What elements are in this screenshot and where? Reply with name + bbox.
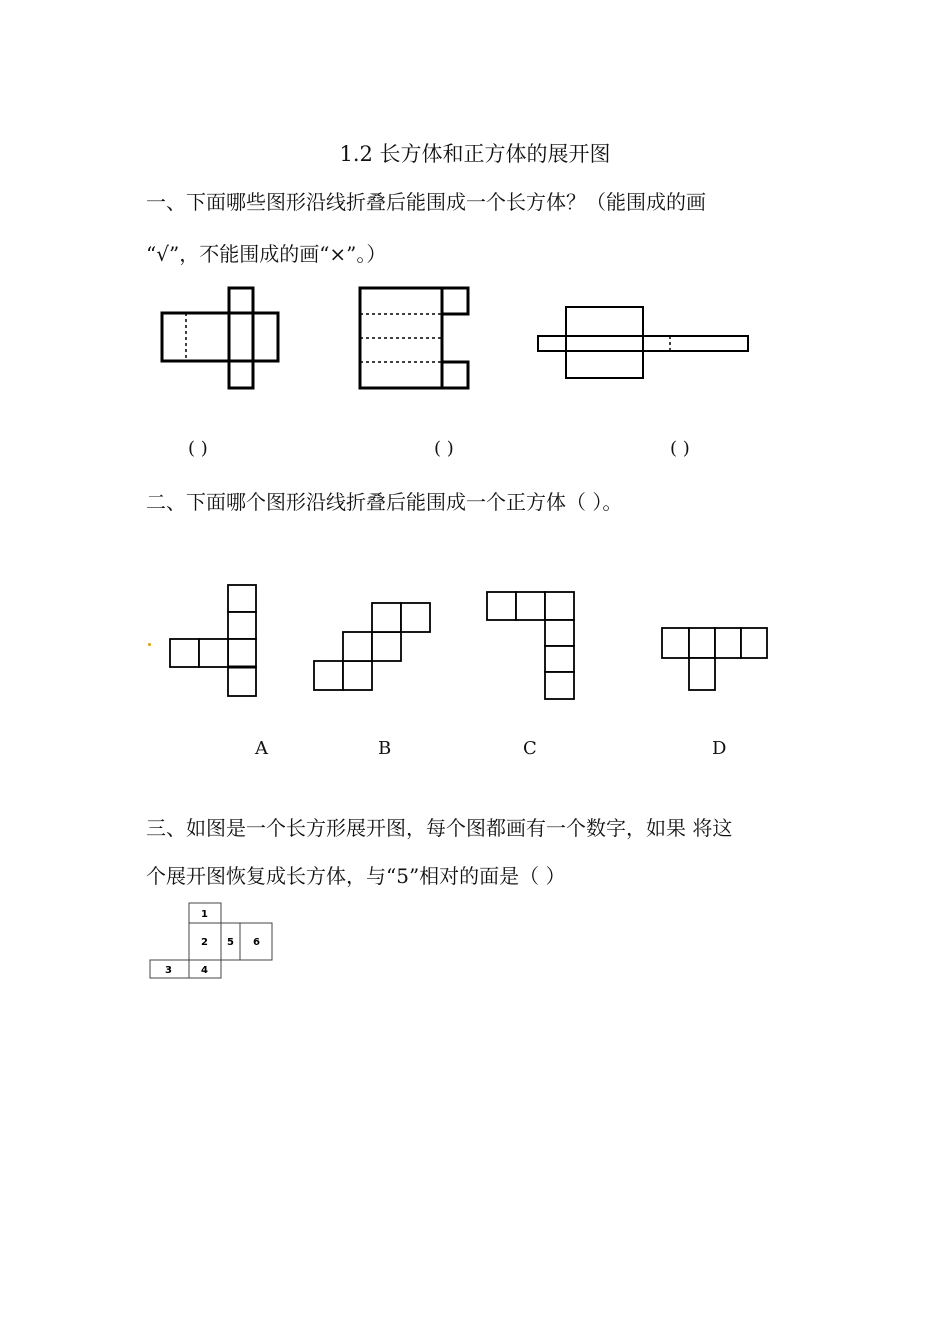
option-label-a: A (255, 738, 268, 759)
question-1-line-2: “√”，不能围成的画“×”。） (146, 242, 387, 266)
question-3-line-1: 三、如图是一个长方形展开图，每个图都画有一个数字，如果 将这 (146, 816, 733, 840)
option-label-d: D (712, 738, 727, 759)
face-5: 5 (227, 937, 234, 948)
option-label-b: B (378, 738, 392, 759)
answer-blank-3[interactable]: ( ) (670, 438, 690, 459)
face-2: 2 (201, 937, 208, 948)
question-2-text: 二、下面哪个图形沿线折叠后能围成一个正方体（ ）。 (146, 490, 623, 514)
page-title: 1.2 长方体和正方体的展开图 (339, 142, 611, 166)
face-4: 4 (201, 965, 208, 976)
option-label-c: C (523, 738, 537, 759)
face-3: 3 (165, 965, 172, 976)
face-6: 6 (253, 937, 260, 948)
question-3-line-2: 个展开图恢复成长方体，与“5”相对的面是（ ） (146, 864, 566, 888)
answer-blank-2[interactable]: ( ) (434, 438, 454, 459)
question-1-line-1: 一、下面哪些图形沿线折叠后能围成一个长方体？（能围成的画 (146, 190, 706, 214)
answer-blank-1[interactable]: ( ) (188, 438, 208, 459)
face-1: 1 (201, 909, 208, 920)
